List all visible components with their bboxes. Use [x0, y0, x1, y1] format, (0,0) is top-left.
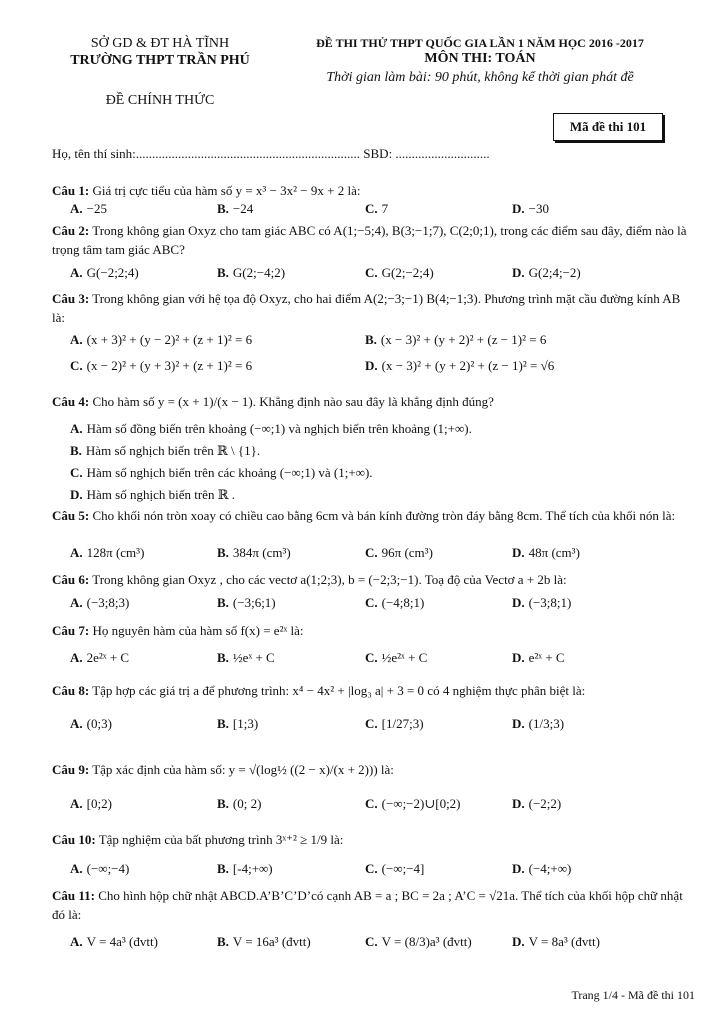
question-1: Câu 1: Giá trị cực tiểu của hàm số y = x³ − 3x² − 9x + 2 là:: [52, 183, 361, 198]
option[interactable]: B. (x − 3)² + (y + 2)² + (z − 1)² = 6: [365, 332, 547, 347]
question-8: Câu 8: Tập hợp các giá trị a để phương trình: x⁴ − 4x² + |log₃ a| + 3 = 0 có 4 nghiệm thực phân biệt là:: [52, 683, 586, 698]
option[interactable]: D. (−3;8;1): [512, 595, 572, 610]
option[interactable]: C. G(2;−2;4): [365, 265, 434, 280]
subject-title: MÔN THI: TOÁN: [424, 51, 536, 66]
option[interactable]: A. (0;3): [70, 716, 112, 731]
option[interactable]: D. −30: [512, 201, 549, 216]
exam-title: ĐỀ THI THỬ THPT QUỐC GIA LẦN 1 NĂM HỌC 2016 -2017: [316, 36, 644, 50]
option[interactable]: B. [-4;+∞): [217, 861, 273, 876]
question-3: Câu 3: Trong không gian với hệ tọa độ Oxyz, cho hai điểm A(2;−3;−1) B(4;−1;3). Phương trình mặt cầu đường kính AB là:: [52, 291, 681, 325]
option[interactable]: B. G(2;−4;2): [217, 265, 286, 280]
option[interactable]: D. (−2;2): [512, 796, 562, 811]
option[interactable]: C. V = (8/3)a³ (đvtt): [365, 934, 472, 949]
question-9: Câu 9: Tập xác định của hàm số: y = √(log½ ((2 − x)/(x + 2))) là:: [52, 762, 394, 777]
option[interactable]: C. (−4;8;1): [365, 595, 425, 610]
option[interactable]: B. V = 16a³ (đvtt): [217, 934, 311, 949]
question-4: Câu 4: Cho hàm số y = (x + 1)/(x − 1). Khẳng định nào sau đây là khẳng định đúng?: [52, 394, 494, 409]
option[interactable]: D. G(2;4;−2): [512, 265, 581, 280]
question-7: Câu 7: Họ nguyên hàm của hàm số f(x) = e²ˣ là:: [52, 623, 304, 638]
option[interactable]: A. 128π (cm³): [70, 545, 145, 560]
student-info-line: Họ, tên thí sinh:..................................................................... SBD: .............................: [52, 146, 490, 161]
option[interactable]: B. (−3;6;1): [217, 595, 276, 610]
option[interactable]: D. (x − 3)² + (y + 2)² + (z − 1)² = √6: [365, 358, 555, 373]
option[interactable]: C. Hàm số nghịch biến trên các khoảng (−∞;1) và (1;+∞).: [70, 465, 373, 480]
question-2: Câu 2: Trong không gian Oxyz cho tam giác ABC có A(1;−5;4), B(3;−1;7), C(2;0;1), trong các điểm sau đây, điểm nào là trọng tâm tam giác ABC?: [52, 223, 687, 257]
official-label: ĐỀ CHÍNH THỨC: [105, 93, 215, 108]
option[interactable]: C. (−∞;−2)∪[0;2): [365, 796, 461, 811]
option[interactable]: B. Hàm số nghịch biến trên ℝ \ {1}.: [70, 443, 261, 458]
option[interactable]: B. −24: [217, 201, 254, 216]
option[interactable]: C. (x − 2)² + (y + 3)² + (z + 1)² = 6: [70, 358, 253, 373]
option[interactable]: A. (−∞;−4): [70, 861, 130, 876]
option[interactable]: D. V = 8a³ (đvtt): [512, 934, 600, 949]
time-note: Thời gian làm bài: 90 phút, không kể thời gian phát đề: [326, 70, 634, 85]
question-11: Câu 11: Cho hình hộp chữ nhật ABCD.A’B’C’D’có cạnh AB = a ; BC = 2a ; A’C = √21a. Thể tích của khối hộp chữ nhật đó là:: [52, 888, 683, 922]
department-name: SỞ GD & ĐT HÀ TĨNH: [90, 36, 230, 51]
option[interactable]: D. Hàm số nghịch biến trên ℝ .: [70, 487, 235, 502]
option[interactable]: D. (−4;+∞): [512, 861, 572, 876]
question-10: Câu 10: Tập nghiệm của bất phương trình 3ˣ⁺² ≥ 1/9 là:: [52, 832, 344, 847]
option[interactable]: A. Hàm số đồng biến trên khoảng (−∞;1) và nghịch biến trên khoảng (1;+∞).: [70, 421, 472, 436]
option[interactable]: D. 48π (cm³): [512, 545, 580, 560]
option[interactable]: B. ½eˣ + C: [217, 650, 275, 665]
option[interactable]: B. (0; 2): [217, 796, 262, 811]
option[interactable]: A. V = 4a³ (đvtt): [70, 934, 158, 949]
school-name: TRƯỜNG THPT TRẦN PHÚ: [70, 53, 250, 68]
option[interactable]: C. [1/27;3): [365, 716, 424, 731]
option[interactable]: C. ½e²ˣ + C: [365, 650, 428, 665]
question-6: Câu 6: Trong không gian Oxyz , cho các vectơ a(1;2;3), b = (−2;3;−1). Toạ độ của Vectơ a + 2b là:: [52, 572, 567, 587]
option[interactable]: C. 96π (cm³): [365, 545, 433, 560]
page-footer: Trang 1/4 - Mã đề thi 101: [571, 988, 695, 1002]
option[interactable]: D. e²ˣ + C: [512, 650, 565, 665]
option[interactable]: B. 384π (cm³): [217, 545, 291, 560]
option[interactable]: A. (−3;8;3): [70, 595, 130, 610]
option[interactable]: A. 2e²ˣ + C: [70, 650, 130, 665]
question-5: Câu 5: Cho khối nón tròn xoay có chiều cao bằng 6cm và bán kính đường tròn đáy bằng 8cm. Thể tích của khối nón là:: [52, 508, 676, 523]
option[interactable]: A. (x + 3)² + (y − 2)² + (z + 1)² = 6: [70, 332, 253, 347]
option[interactable]: B. [1;3): [217, 716, 259, 731]
option[interactable]: D. (1/3;3): [512, 716, 565, 731]
option[interactable]: A. G(−2;2;4): [70, 265, 139, 280]
option[interactable]: A. −25: [70, 201, 107, 216]
option[interactable]: A. [0;2): [70, 796, 112, 811]
option[interactable]: C. 7: [365, 201, 389, 216]
exam-code-box: Mã đề thi 101: [553, 113, 663, 141]
option[interactable]: C. (−∞;−4]: [365, 861, 425, 876]
